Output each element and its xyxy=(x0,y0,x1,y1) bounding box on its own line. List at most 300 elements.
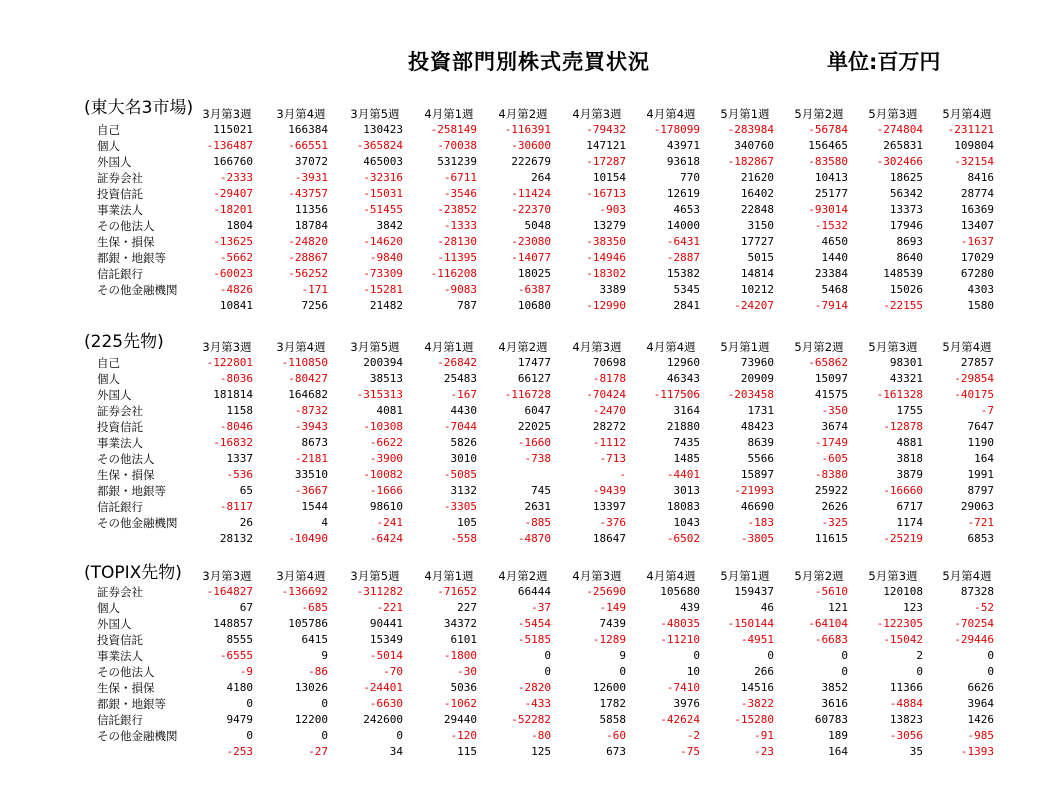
cell-value: -258149 xyxy=(430,123,477,136)
cell-value: 17946 xyxy=(889,219,923,232)
row-label: 信託銀行 xyxy=(97,500,143,514)
cell-value: 147121 xyxy=(586,139,626,152)
table-row xyxy=(0,648,1058,664)
cell-value: -1112 xyxy=(592,436,626,449)
section-label: (TOPIX先物) xyxy=(84,563,182,583)
cell-value: -12878 xyxy=(883,420,923,433)
cell-value: 0 xyxy=(544,649,551,662)
cell-value: -8380 xyxy=(814,468,848,481)
cell-value: 4881 xyxy=(896,436,923,449)
cell-value: 1190 xyxy=(967,436,994,449)
cell-value: 18025 xyxy=(517,267,551,280)
column-header: 5月第3週 xyxy=(868,107,918,121)
row-label: 外国人 xyxy=(97,617,132,631)
cell-value: -1800 xyxy=(443,649,477,662)
column-header: 3月第3週 xyxy=(202,340,252,354)
cell-value: -9 xyxy=(239,665,253,678)
cell-value: 105 xyxy=(457,516,477,529)
cell-value: -3900 xyxy=(369,452,403,465)
cell-value: - xyxy=(619,468,626,481)
row-label: 外国人 xyxy=(97,155,132,169)
cell-value: -70254 xyxy=(954,617,994,630)
cell-value: -241 xyxy=(376,516,403,529)
cell-value: -4951 xyxy=(740,633,774,646)
cell-value: 1731 xyxy=(747,404,774,417)
cell-value: 12200 xyxy=(294,713,328,726)
cell-value: -6630 xyxy=(369,697,403,710)
cell-value: 10 xyxy=(686,665,700,678)
cell-value: -24207 xyxy=(734,299,774,312)
cell-value: -6622 xyxy=(369,436,403,449)
cell-value: -9840 xyxy=(369,251,403,264)
cell-value: -721 xyxy=(967,516,994,529)
cell-value: 2631 xyxy=(524,500,551,513)
cell-value: 38513 xyxy=(369,372,403,385)
column-header: 4月第2週 xyxy=(498,107,548,121)
row-label: 生保・損保 xyxy=(97,681,155,695)
cell-value: 6047 xyxy=(524,404,551,417)
cell-value: -2181 xyxy=(294,452,328,465)
cell-value: 0 xyxy=(767,649,774,662)
cell-value: -26842 xyxy=(437,356,477,369)
cell-value: 17029 xyxy=(960,251,994,264)
cell-value: -183 xyxy=(747,516,774,529)
cell-value: -23852 xyxy=(437,203,477,216)
cell-value: 0 xyxy=(693,649,700,662)
cell-value: -17287 xyxy=(586,155,626,168)
cell-value: -60 xyxy=(606,729,626,742)
cell-value: 56342 xyxy=(889,187,923,200)
cell-value: 1804 xyxy=(226,219,253,232)
cell-value: -116208 xyxy=(430,267,477,280)
cell-value: -8036 xyxy=(219,372,253,385)
cell-value: -52 xyxy=(974,601,994,614)
cell-value: -5454 xyxy=(517,617,551,630)
cell-value: 15097 xyxy=(814,372,848,385)
cell-value: -203458 xyxy=(727,388,774,401)
cell-value: 125 xyxy=(531,745,551,758)
cell-value: 41575 xyxy=(814,388,848,401)
cell-value: -178099 xyxy=(653,123,700,136)
cell-value: 148539 xyxy=(883,267,923,280)
cell-value: 18784 xyxy=(294,219,328,232)
cell-value: -16713 xyxy=(586,187,626,200)
cell-value: -1749 xyxy=(814,436,848,449)
cell-value: -79432 xyxy=(586,123,626,136)
cell-value: 8555 xyxy=(226,633,253,646)
column-header: 5月第4週 xyxy=(942,107,992,121)
cell-value: 98301 xyxy=(889,356,923,369)
cell-value: -32154 xyxy=(954,155,994,168)
row-label: その他法人 xyxy=(97,219,155,233)
column-header: 4月第2週 xyxy=(498,569,548,583)
column-header: 4月第4週 xyxy=(646,569,696,583)
cell-value: 12619 xyxy=(666,187,700,200)
cell-value: 3852 xyxy=(821,681,848,694)
cell-value: -311282 xyxy=(356,585,403,598)
cell-value: 66444 xyxy=(517,585,551,598)
cell-value: 1485 xyxy=(673,452,700,465)
cell-value: 673 xyxy=(606,745,626,758)
cell-value: -43757 xyxy=(288,187,328,200)
row-label: 都銀・地銀等 xyxy=(97,251,166,265)
cell-value: 15026 xyxy=(889,283,923,296)
cell-value: -738 xyxy=(524,452,551,465)
cell-value: 90441 xyxy=(369,617,403,630)
column-header: 5月第2週 xyxy=(794,340,844,354)
cell-value: 264 xyxy=(531,171,551,184)
cell-value: -75 xyxy=(680,745,700,758)
cell-value: -93014 xyxy=(808,203,848,216)
cell-value: 265831 xyxy=(883,139,923,152)
column-header: 4月第1週 xyxy=(424,107,474,121)
cell-value: 3674 xyxy=(821,420,848,433)
cell-value: 2626 xyxy=(821,500,848,513)
row-label: 事業法人 xyxy=(97,436,143,450)
table-row xyxy=(0,584,1058,600)
cell-value: -325 xyxy=(821,516,848,529)
row-label: 投資信託 xyxy=(97,633,143,647)
cell-value: 4430 xyxy=(450,404,477,417)
cell-value: 465003 xyxy=(363,155,403,168)
cell-value: -11395 xyxy=(437,251,477,264)
cell-value: 13407 xyxy=(960,219,994,232)
row-label: 生保・損保 xyxy=(97,468,155,482)
cell-value: -80 xyxy=(531,729,551,742)
cell-value: 23384 xyxy=(814,267,848,280)
cell-value: 3964 xyxy=(967,697,994,710)
cell-value: 8797 xyxy=(967,484,994,497)
column-header: 4月第4週 xyxy=(646,340,696,354)
cell-value: -91 xyxy=(754,729,774,742)
cell-value: -4826 xyxy=(219,283,253,296)
row-label: 個人 xyxy=(97,139,120,153)
cell-value: 3164 xyxy=(673,404,700,417)
cell-value: 8640 xyxy=(896,251,923,264)
cell-value: 15897 xyxy=(740,468,774,481)
cell-value: 105786 xyxy=(288,617,328,630)
cell-value: -7 xyxy=(980,404,994,417)
cell-value: 21880 xyxy=(666,420,700,433)
cell-value: -52282 xyxy=(511,713,551,726)
column-header: 5月第4週 xyxy=(942,569,992,583)
cell-value: 14516 xyxy=(740,681,774,694)
row-label: 証券会社 xyxy=(97,404,143,418)
cell-value: -80427 xyxy=(288,372,328,385)
cell-value: -3943 xyxy=(294,420,328,433)
cell-value: 1544 xyxy=(301,500,328,513)
cell-value: 18083 xyxy=(666,500,700,513)
cell-value: -315313 xyxy=(356,388,403,401)
cell-value: -2887 xyxy=(666,251,700,264)
cell-value: 0 xyxy=(544,665,551,678)
cell-value: 12600 xyxy=(592,681,626,694)
cell-value: 189 xyxy=(828,729,848,742)
cell-value: -14946 xyxy=(586,251,626,264)
cell-value: 166384 xyxy=(288,123,328,136)
cell-value: -433 xyxy=(524,697,551,710)
cell-value: -221 xyxy=(376,601,403,614)
cell-value: 1043 xyxy=(673,516,700,529)
cell-value: -6431 xyxy=(666,235,700,248)
cell-value: 115 xyxy=(457,745,477,758)
cell-value: 5468 xyxy=(821,283,848,296)
cell-value: 15382 xyxy=(666,267,700,280)
cell-value: -8178 xyxy=(592,372,626,385)
cell-value: -9083 xyxy=(443,283,477,296)
cell-value: 4303 xyxy=(967,283,994,296)
cell-value: -70424 xyxy=(586,388,626,401)
cell-value: -42624 xyxy=(660,713,700,726)
cell-value: -32316 xyxy=(363,171,403,184)
cell-value: 8673 xyxy=(301,436,328,449)
cell-value: 35 xyxy=(909,745,923,758)
section-label: (東大名3市場) xyxy=(84,98,194,118)
cell-value: 1782 xyxy=(599,697,626,710)
cell-value: 73960 xyxy=(740,356,774,369)
cell-value: 11615 xyxy=(814,532,848,545)
cell-value: 5566 xyxy=(747,452,774,465)
cell-value: -70038 xyxy=(437,139,477,152)
cell-value: -9439 xyxy=(592,484,626,497)
cell-value: -2 xyxy=(686,729,700,742)
cell-value: -18302 xyxy=(586,267,626,280)
cell-value: 0 xyxy=(321,729,328,742)
cell-value: -66551 xyxy=(288,139,328,152)
cell-value: -6711 xyxy=(443,171,477,184)
cell-value: -5662 xyxy=(219,251,253,264)
cell-value: -15031 xyxy=(363,187,403,200)
cell-value: -1637 xyxy=(960,235,994,248)
cell-value: -231121 xyxy=(947,123,994,136)
cell-value: -86 xyxy=(308,665,328,678)
cell-value: -6555 xyxy=(219,649,253,662)
row-label: 都銀・地銀等 xyxy=(97,697,166,711)
cell-value: 67280 xyxy=(960,267,994,280)
column-header: 4月第4週 xyxy=(646,107,696,121)
cell-value: 1158 xyxy=(226,404,253,417)
cell-value: 0 xyxy=(619,665,626,678)
cell-value: 8639 xyxy=(747,436,774,449)
cell-value: 43971 xyxy=(666,139,700,152)
cell-value: -558 xyxy=(450,532,477,545)
cell-value: 120108 xyxy=(883,585,923,598)
cell-value: 25922 xyxy=(814,484,848,497)
cell-value: 770 xyxy=(680,171,700,184)
cell-value: 66127 xyxy=(517,372,551,385)
cell-value: -83580 xyxy=(808,155,848,168)
table-row xyxy=(0,632,1058,648)
column-header: 5月第1週 xyxy=(720,107,770,121)
cell-value: -65862 xyxy=(808,356,848,369)
cell-value: 6626 xyxy=(967,681,994,694)
cell-value: -3305 xyxy=(443,500,477,513)
cell-value: 121 xyxy=(828,601,848,614)
cell-value: -4884 xyxy=(889,697,923,710)
column-header: 3月第3週 xyxy=(202,569,252,583)
cell-value: 6101 xyxy=(450,633,477,646)
table-row xyxy=(0,728,1058,744)
cell-value: 33510 xyxy=(294,468,328,481)
row-label: 自己 xyxy=(97,123,120,137)
cell-value: -29854 xyxy=(954,372,994,385)
row-label: 信託銀行 xyxy=(97,267,143,281)
cell-value: -22155 xyxy=(883,299,923,312)
cell-value: 29440 xyxy=(443,713,477,726)
cell-value: -71652 xyxy=(437,585,477,598)
cell-value: 242600 xyxy=(363,713,403,726)
cell-value: -4401 xyxy=(666,468,700,481)
cell-value: 0 xyxy=(987,649,994,662)
cell-value: 3818 xyxy=(896,452,923,465)
cell-value: -14620 xyxy=(363,235,403,248)
cell-value: 70698 xyxy=(592,356,626,369)
row-label: 自己 xyxy=(97,356,120,370)
cell-value: 9 xyxy=(321,649,328,662)
row-label: 投資信託 xyxy=(97,420,143,434)
cell-value: 2 xyxy=(916,649,923,662)
cell-value: -23 xyxy=(754,745,774,758)
cell-value: -903 xyxy=(599,203,626,216)
cell-value: -1289 xyxy=(592,633,626,646)
cell-value: 67 xyxy=(239,601,253,614)
cell-value: -376 xyxy=(599,516,626,529)
cell-value: 1440 xyxy=(821,251,848,264)
cell-value: 18647 xyxy=(592,532,626,545)
cell-value: -2470 xyxy=(592,404,626,417)
cell-value: -164827 xyxy=(206,585,253,598)
cell-value: 222679 xyxy=(511,155,551,168)
cell-value: 13026 xyxy=(294,681,328,694)
row-label: 事業法人 xyxy=(97,203,143,217)
cell-value: 123 xyxy=(903,601,923,614)
cell-value: 10680 xyxy=(517,299,551,312)
cell-value: 0 xyxy=(916,665,923,678)
cell-value: -3667 xyxy=(294,484,328,497)
cell-value: 37072 xyxy=(294,155,328,168)
cell-value: 6415 xyxy=(301,633,328,646)
row-label: 信託銀行 xyxy=(97,713,143,727)
cell-value: 13823 xyxy=(889,713,923,726)
cell-value: 4653 xyxy=(673,203,700,216)
cell-value: 14814 xyxy=(740,267,774,280)
cell-value: 48423 xyxy=(740,420,774,433)
cell-value: 21620 xyxy=(740,171,774,184)
cell-value: -274804 xyxy=(876,123,923,136)
cell-value: -64104 xyxy=(808,617,848,630)
cell-value: -3546 xyxy=(443,187,477,200)
cell-value: 787 xyxy=(457,299,477,312)
row-label: 個人 xyxy=(97,372,120,386)
cell-value: -182867 xyxy=(727,155,774,168)
cell-value: -116728 xyxy=(504,388,551,401)
cell-value: 9479 xyxy=(226,713,253,726)
cell-value: 11356 xyxy=(294,203,328,216)
cell-value: 28774 xyxy=(960,187,994,200)
cell-value: -302466 xyxy=(876,155,923,168)
cell-value: 7435 xyxy=(673,436,700,449)
cell-value: 130423 xyxy=(363,123,403,136)
row-label: 証券会社 xyxy=(97,585,143,599)
cell-value: 14000 xyxy=(666,219,700,232)
cell-value: -18201 xyxy=(213,203,253,216)
cell-value: 5036 xyxy=(450,681,477,694)
cell-value: 0 xyxy=(396,729,403,742)
row-label: 個人 xyxy=(97,601,120,615)
cell-value: 745 xyxy=(531,484,551,497)
cell-value: 5015 xyxy=(747,251,774,264)
cell-value: 4650 xyxy=(821,235,848,248)
cell-value: -6387 xyxy=(517,283,551,296)
cell-value: -6502 xyxy=(666,532,700,545)
cell-value: 156465 xyxy=(808,139,848,152)
cell-value: -6683 xyxy=(814,633,848,646)
cell-value: 0 xyxy=(841,665,848,678)
row-label: その他法人 xyxy=(97,665,155,679)
cell-value: 10413 xyxy=(814,171,848,184)
cell-value: 12960 xyxy=(666,356,700,369)
cell-value: 3616 xyxy=(821,697,848,710)
cell-value: 17727 xyxy=(740,235,774,248)
cell-value: -117506 xyxy=(653,388,700,401)
cell-value: 1991 xyxy=(967,468,994,481)
cell-value: 46 xyxy=(760,601,774,614)
cell-value: 105680 xyxy=(660,585,700,598)
column-header: 5月第3週 xyxy=(868,569,918,583)
cell-value: -1333 xyxy=(443,219,477,232)
cell-value: -136487 xyxy=(206,139,253,152)
cell-value: 164 xyxy=(828,745,848,758)
cell-value: 109804 xyxy=(954,139,994,152)
cell-value: -5185 xyxy=(517,633,551,646)
cell-value: -15042 xyxy=(883,633,923,646)
cell-value: 11366 xyxy=(889,681,923,694)
cell-value: 0 xyxy=(841,649,848,662)
cell-value: 22025 xyxy=(517,420,551,433)
cell-value: -29407 xyxy=(213,187,253,200)
cell-value: 25177 xyxy=(814,187,848,200)
cell-value: -28130 xyxy=(437,235,477,248)
cell-value: -10308 xyxy=(363,420,403,433)
cell-value: 43321 xyxy=(889,372,923,385)
cell-value: 0 xyxy=(987,665,994,678)
cell-value: -122305 xyxy=(876,617,923,630)
cell-value: -56784 xyxy=(808,123,848,136)
cell-value: -5085 xyxy=(443,468,477,481)
cell-value: 5345 xyxy=(673,283,700,296)
cell-value: 16369 xyxy=(960,203,994,216)
table-row xyxy=(0,680,1058,696)
cell-value: 2841 xyxy=(673,299,700,312)
cell-value: -4870 xyxy=(517,532,551,545)
cell-value: 531239 xyxy=(437,155,477,168)
cell-value: -37 xyxy=(531,601,551,614)
cell-value: 340760 xyxy=(734,139,774,152)
cell-value: 65 xyxy=(239,484,253,497)
cell-value: -161328 xyxy=(876,388,923,401)
cell-value: -14077 xyxy=(511,251,551,264)
cell-value: -16832 xyxy=(213,436,253,449)
cell-value: 8416 xyxy=(967,171,994,184)
cell-value: 7256 xyxy=(301,299,328,312)
cell-value: 34372 xyxy=(443,617,477,630)
cell-value: 1755 xyxy=(896,404,923,417)
cell-value: 46343 xyxy=(666,372,700,385)
cell-value: -8732 xyxy=(294,404,328,417)
cell-value: 17477 xyxy=(517,356,551,369)
row-label: その他法人 xyxy=(97,452,155,466)
cell-value: 1337 xyxy=(226,452,253,465)
